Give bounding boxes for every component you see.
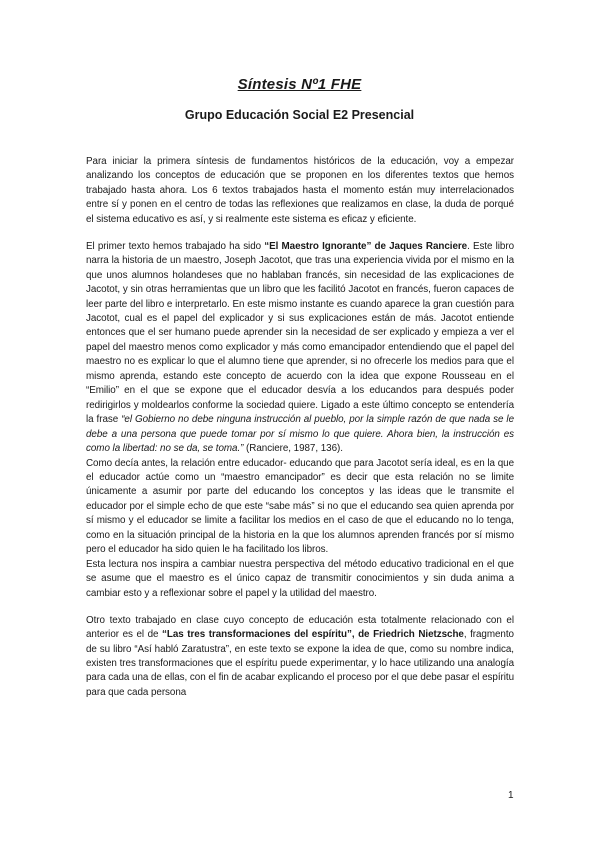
bold-text: “Las tres transformaciones del espíritu”, de Friedrich Nietzsche (162, 629, 464, 641)
text-run: . Este libro narra la historia de un maestro, Joseph Jacotot, que tras una experiencia vivida por el mismo en la que unos alumnos holandeses que no hablaban francés, sin necesidad de las explicaciones de Jacotot, y sin otras herramientas que un libro que les facilitó Jacotot en francés, fueron capaces de leer parte del libro e interpretarlo. En este mismo instante es cuando aparece la gran cuestión para Jacotot, cual es el papel del explicador y si sus explicaciones están de más. Jacotot entiende entonces que el ser humano puede aprender sin la necesidad de ser explicado y empieza a ver el papel del maestro menos como explicador y más como emancipador entendiendo que el papel del maestro no es explicar lo que el alumno tiene que aprender, si no ofrecerle los medios para que el mismo aprenda, estando este concepto de acuerdo con la idea que expone Rousseau en el “Emilio” en el que se expone que el educador desvía a los educandos para después poder redirigirlos y moldearlos conforme la sociedad quiere. Ligado a este último concepto se entendería la frase (86, 240, 514, 426)
text-run: (Ranciere, 1987, 136). (243, 443, 343, 455)
text-run: , fragmento de su libro “Así habló Zaratustra”, en este texto se expone la idea de que, como su nombre indica, existen tres transformaciones que el espíritu puede experimentar, y lo hace utilizando una analogía para cada una de ellas, con el fin de acabar explicando el proceso por el que debe pasar el espíritu para que cada persona (86, 629, 514, 698)
document-subtitle: Grupo Educación Social E2 Presencial (184, 108, 415, 122)
paragraph-relacion-educador (86, 457, 514, 558)
page-number: 1 (508, 790, 514, 801)
text-run: Esta lectura nos inspira a cambiar nuestra perspectiva del método educativo tradicional en el que se asume que el maestro es el único capaz de transmitir conocimientos y sin duda anima a cambiar esto y a reflexionar sobre el papel y la utilidad del maestro. (86, 558, 514, 599)
paragraph-gap (86, 227, 514, 240)
italic-quote: “el Gobierno no debe ninguna instrucción al pueblo, por la simple razón de que nada se le debe a una persona que puede tomar por sí mismo lo que quiere. Ahora bien, la instrucción es como la libertad: no se da, se toma.” (86, 414, 514, 455)
paragraph-lectura-inspira (86, 558, 514, 601)
paragraph-nietzsche (86, 614, 514, 701)
text-run: Para iniciar la primera síntesis de fundamentos históricos de la educación, voy a empezar analizando los conceptos de educación que se proponen en los diferentes textos que hemos trabajado hasta ahora. Los 6 textos trabajados hasta el momento están muy interrelacionados entre sí y ponen en el centro de todas las reflexiones que realizamos en clase, la duda de porqué el sistema educativo es así, y si realmente este sistema es eficaz y eficiente. (86, 156, 514, 225)
paragraph-intro (86, 155, 514, 227)
text-run: Otro texto trabajado en clase cuyo concepto de educación esta totalmente relacionado con el anterior es el de (86, 614, 514, 641)
bold-text: “El Maestro Ignorante” de Jaques Ranciere (264, 240, 468, 252)
document-title: Síntesis Nº1 FHE (237, 76, 362, 93)
text-run: Como decía antes, la relación entre educador- educando que para Jacotot sería ideal, es en la que el educador actúe como un “maestro emancipador” es decir que esta relación no se limite únicamente a asumir por parte del educando los conceptos y las ideas que le transmite el educador por el simple echo de que este “sabe más” si no que el educando sea quien aprenda por sí mismo y el educador se limite a facilitar los medios en el caso de que el educando no lo tenga, como en la situación principal de la historia en la que los alumnos aprenden francés por sí mismo pero el educador ha sido quien le ha facilitado los libros. (86, 457, 514, 556)
paragraph-maestro-ignorante (86, 240, 514, 457)
text-run: El primer texto hemos trabajado ha sido (86, 240, 265, 252)
document-body (86, 155, 514, 700)
paragraph-gap (86, 601, 514, 614)
